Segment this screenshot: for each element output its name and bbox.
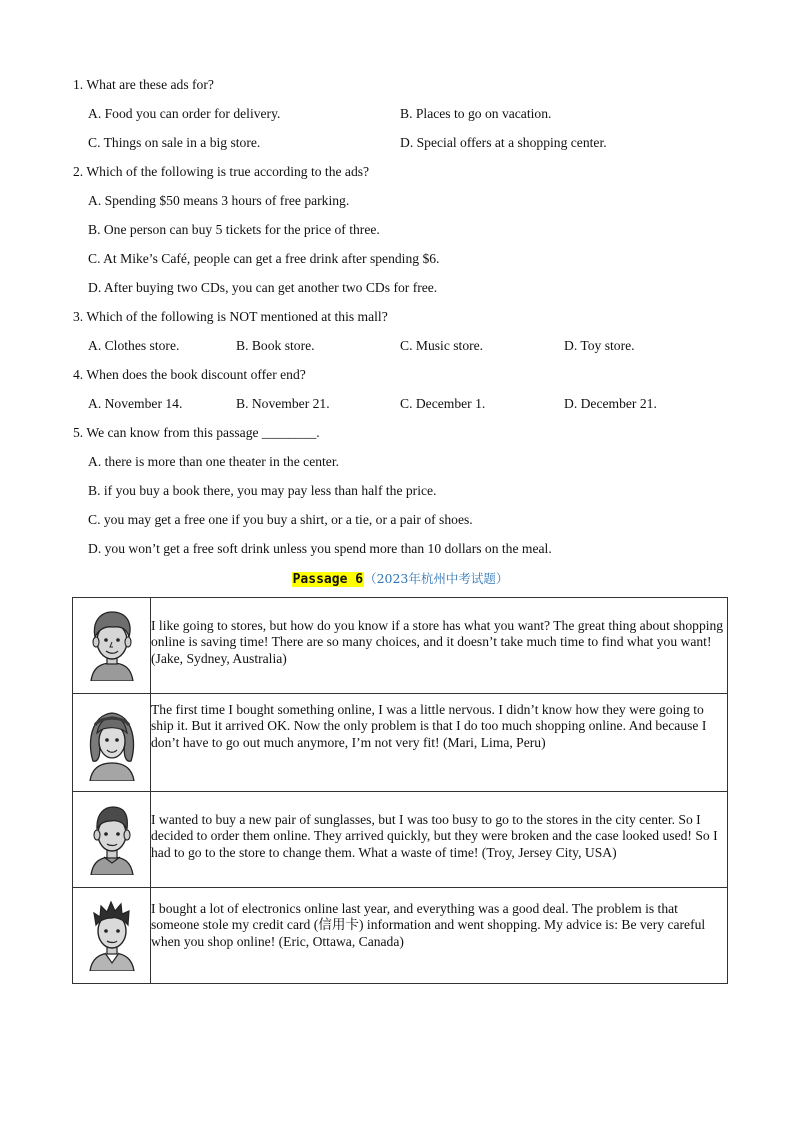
question-5-option-c: C. you may get a free one if you buy a shirt, or a tie, or a pair of shoes.: [88, 512, 473, 527]
passage-table: [72, 597, 728, 984]
question-2-option-d: D. After buying two CDs, you can get another two CDs for free.: [88, 280, 438, 295]
passage-entry-eric: [151, 888, 728, 984]
question-3-option-c: C. Music store.: [400, 338, 484, 353]
portrait-cell: [73, 792, 151, 888]
question-2-option-a: A. Spending $50 means 3 hours of free parking.: [88, 193, 350, 208]
question-1-option-c: C. Things on sale in a big store.: [88, 135, 261, 150]
passage-entry-mari: [151, 694, 728, 792]
portrait-cell: [73, 888, 151, 984]
table-row: [73, 888, 728, 984]
passage-heading: [0, 569, 800, 587]
table-row: [73, 792, 728, 888]
question-4-option-d: D. December 21.: [564, 396, 657, 411]
question-4-option-a: A. November 14.: [88, 396, 183, 411]
question-3-option-b: B. Book store.: [236, 338, 315, 353]
girl-headband-portrait: [85, 703, 139, 781]
question-1-option-a: A. Food you can order for delivery.: [88, 106, 281, 121]
entry-text: I bought a lot of electronics online last year, and everything was a good deal. The problem is that someone stole my credit card (信用卡) information and went shopping. My advice is: Be very careful when you shop online! (Eric, Ottawa, Canada): [151, 901, 706, 949]
question-3-stem: 3. Which of the following is NOT mentioned at this mall?: [73, 309, 388, 324]
question-2-option-b: B. One person can buy 5 tickets for the price of three.: [88, 222, 380, 237]
passage-entry-troy: [151, 792, 728, 888]
entry-text: I like going to stores, but how do you know if a store has what you want? The great thing about shopping online is saving time! There are so many choices, and it doesn’t take much time to find what you want! (Jake, Sydney, Australia): [151, 618, 724, 666]
question-1-option-d: D. Special offers at a shopping center.: [400, 135, 607, 150]
portrait-cell: [73, 598, 151, 694]
passage-entry-jake: [151, 598, 728, 694]
passage-source: （2023年杭州中考试题）: [364, 571, 509, 586]
question-1-option-b: B. Places to go on vacation.: [400, 106, 552, 121]
question-5-option-a: A. there is more than one theater in the center.: [88, 454, 340, 469]
question-3-option-d: D. Toy store.: [564, 338, 635, 353]
question-3-option-a: A. Clothes store.: [88, 338, 180, 353]
question-4-option-c: C. December 1.: [400, 396, 486, 411]
boy-short-hair-portrait: [85, 801, 139, 875]
question-5-option-b: B. if you buy a book there, you may pay less than half the price.: [88, 483, 437, 498]
man-spiky-hair-portrait: [85, 897, 139, 971]
question-1-stem: 1. What are these ads for?: [73, 77, 214, 92]
question-5-stem: 5. We can know from this passage ________.: [73, 425, 320, 440]
passage-label: Passage 6: [292, 572, 364, 587]
question-4-stem: 4. When does the book discount offer end?: [73, 367, 306, 382]
table-row: [73, 694, 728, 792]
question-4-option-b: B. November 21.: [236, 396, 330, 411]
question-2-stem: 2. Which of the following is true according to the ads?: [73, 164, 370, 179]
question-5-option-d: D. you won’t get a free soft drink unless you spend more than 10 dollars on the meal.: [88, 541, 552, 556]
table-row: [73, 598, 728, 694]
entry-text: I wanted to buy a new pair of sunglasses, but I was too busy to go to the stores in the city center. So I decided to order them online. They arrived quickly, but they were broken and the case looked used! So I had to go to the store to change them. What a waste of time! (Troy, Jersey City, USA): [151, 812, 718, 860]
question-2-option-c: C. At Mike’s Café, people can get a free drink after spending $6.: [88, 251, 440, 266]
boy-curly-hair-portrait: [85, 607, 139, 681]
entry-text: The first time I bought something online, I was a little nervous. I didn’t know how they were going to ship it. But it arrived OK. Now the only problem is that I do too much shopping online. And because I don’t have to go out much anymore, I’m not very fit! (Mari, Lima, Peru): [151, 702, 707, 750]
portrait-cell: [73, 694, 151, 792]
